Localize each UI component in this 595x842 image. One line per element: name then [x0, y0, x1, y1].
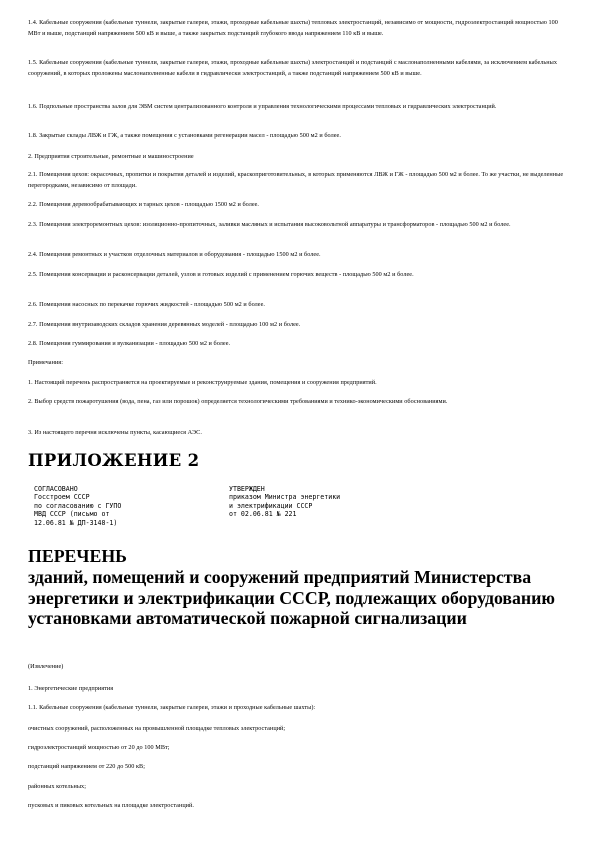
- list-item: гидроэлектростанций мощностью от 20 до 100 МВт;: [28, 744, 170, 751]
- list-item: 2. Выбор средств пожаротушения (вода, пена, газ или порошок) определяется технологическими требованиями и технико-экономическими обоснованиями.: [28, 398, 448, 405]
- list-item: районных котельных;: [28, 783, 86, 790]
- list-item: 1. Энергетические предприятия: [28, 685, 114, 692]
- list-item: 1.6. Подпольные пространства залов для ЭВМ систем централизованного контроля и управления технологическими процессами тепловых и гидравлических электростанций.: [28, 103, 497, 110]
- agreed-block: СОГЛАСОВАНО Госстроем СССР по согласованию с ГУПО МВД СССР (письмо от 12.06.81 № ДП-3148-1): [34, 485, 122, 527]
- list-item: 1.8. Закрытые склады ЛВЖ и ГЖ, а также помещения с установками регенерации масел - площадью 500 м2 и более.: [28, 132, 341, 139]
- list-item: очистных сооружений, расположенных на промышленной площадке тепловых электростанций;: [28, 725, 286, 732]
- list-item: 2.5. Помещения консервации и расконсервации деталей, узлов и готовых изделий с применением горючих веществ - площадью 500 м2 и более.: [28, 271, 414, 278]
- document-title: ПЕРЕЧЕНЬ: [28, 546, 127, 566]
- list-item: 2.7. Помещения внутризаводских складов хранения деревянных моделей - площадью 100 м2 и более.: [28, 321, 301, 328]
- list-item: 2.3. Помещения электроремонтных цехов: изоляционно-пропиточных, заливки масляных и испытания высоковольтной аппаратуры и трансформаторов - площадью 500 м2 и более.: [28, 221, 511, 228]
- list-item: 2.6. Помещения насосных по перекачке горючих жидкостей - площадью 500 м2 и более.: [28, 301, 265, 308]
- list-item: 2.2. Помещения деревообрабатывающих и тарных цехов - площадью 1500 м2 и более.: [28, 201, 260, 208]
- approved-block: УТВЕРЖДЕН приказом Министра энергетики и электрификации СССР от 02.06.81 № 221: [229, 485, 341, 519]
- list-item: подстанций напряжением от 220 до 500 кВ;: [28, 763, 145, 770]
- list-item: Примечания:: [28, 359, 63, 366]
- list-item: 1.5. Кабельные сооружения (кабельные туннели, закрытые галереи, этажи, проходные кабельные шахты) электростанций и подстанций с маслонаполненными кабелями, за исключением кабельных сооружений, в которых проложены маслонаполненные кабели в гидравлически электростанций, а также подстанций напряжением 500 кВ и выше.: [28, 59, 558, 77]
- list-item: (Извлечение): [28, 663, 64, 670]
- document-subtitle: зданий, помещений и сооружений предприятий Министерства энергетики и электрификации СССР, подлежащих оборудованию установками автоматической пожарной сигнализации: [28, 567, 555, 629]
- list-item: 1.1. Кабельные сооружения (кабельные туннели, закрытые галереи, этажи и проходные кабельные шахты):: [28, 704, 316, 711]
- list-item: 3. Из настоящего перечня исключены пункты, касающиеся АЭС.: [28, 429, 202, 436]
- list-item: 1.4. Кабельные сооружения (кабельные туннели, закрытые галереи, этажи, проходные кабельные шахты) тепловых электростанций, независимо от мощности, гидроэлектростанций мощностью 100 МВт и выше, подстанций напряжением 500 кВ и выше, а также закрытых подстанций глубокого ввода напряжением 110 кВ и выше.: [28, 19, 558, 37]
- list-item: пусковых и пиковых котельных на площадке электростанций.: [28, 802, 195, 809]
- list-item: 2.8. Помещения гуммирования и вулканизации - площадью 500 м2 и более.: [28, 340, 231, 347]
- list-item: 1. Настоящий перечень распространяется на проектируемые и реконструируемые здания, помещения и сооружения предприятий.: [28, 379, 377, 386]
- list-item: 2. Предприятия строительные, ремонтные и машиностроение: [28, 153, 194, 160]
- list-item: 2.1. Помещения цехов: окрасочных, пропитки и покрытия деталей и изделий, краскоприготовительных, в которых применяются ЛВЖ и ГЖ - площадью 500 м2 и более. То же участки, не выделенные перегородками, независимо от площади.: [28, 171, 564, 189]
- appendix-heading: ПРИЛОЖЕНИЕ 2: [28, 451, 200, 470]
- list-item: 2.4. Помещения ремонтных и участков отделочных материалов и оборудования - площадью 1500 м2 и более.: [28, 251, 321, 258]
